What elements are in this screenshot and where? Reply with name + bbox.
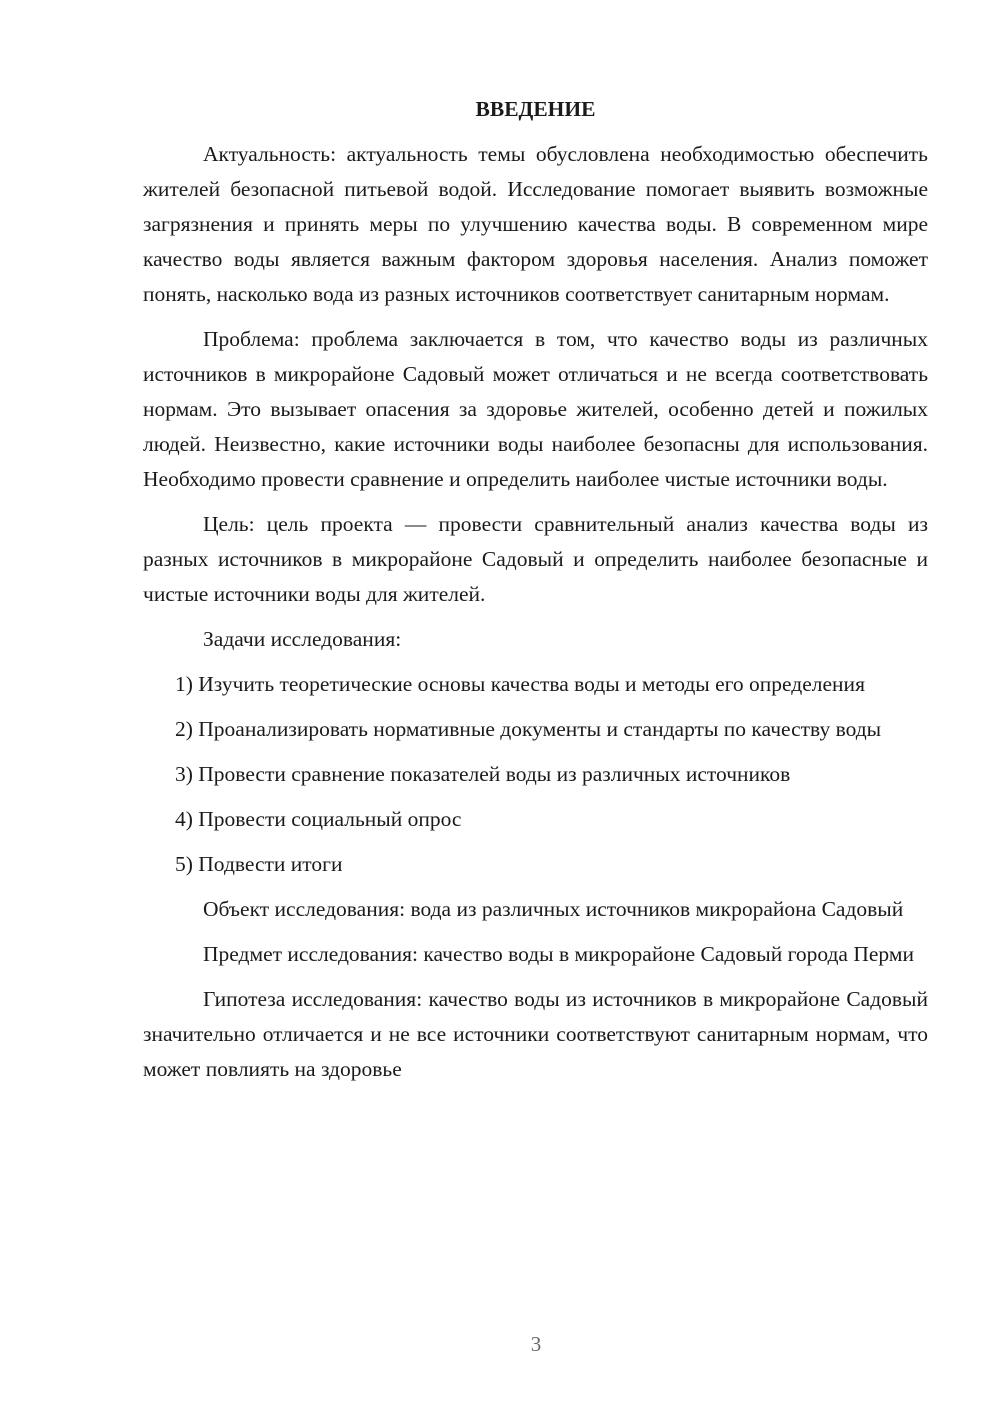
page-number: 3	[530, 1332, 542, 1356]
paragraph-subject: Предмет исследования: качество воды в микрорайоне Садовый города Перми	[203, 942, 914, 966]
paragraph-tasks-heading: Задачи исследования:	[203, 627, 402, 651]
paragraph-goal: Цель: цель проекта — провести сравнительный анализ качества воды из разных источников в микрорайоне Садовый и определить наиболее безопасные и чистые источники воды для жителей.	[143, 512, 928, 606]
paragraph-relevance: Актуальность: актуальность темы обусловлена необходимостью обеспечить жителей безопасной питьевой водой. Исследование помогает выявить возможные загрязнения и принять меры по улучшению качества воды. В современном мире качество воды является важным фактором здоровья населения. Анализ поможет понять, насколько вода из разных источников соответствует санитарным нормам.	[143, 142, 928, 306]
task-item-5: 5) Подвести итоги	[175, 852, 343, 876]
task-item-2: 2) Проанализировать нормативные документы и стандарты по качеству воды	[175, 717, 882, 741]
paragraph-hypothesis: Гипотеза исследования: качество воды из источников в микрорайоне Садовый значительно отличается и не все источники соответствуют санитарным нормам, что может повлиять на здоровье	[143, 987, 928, 1081]
paragraph-problem: Проблема: проблема заключается в том, что качество воды из различных источников в микрорайоне Садовый может отличаться и не всегда соответствовать нормам. Это вызывает опасения за здоровье жителей, особенно детей и пожилых людей. Неизвестно, какие источники воды наиболее безопасны для использования. Необходимо провести сравнение и определить наиболее чистые источники воды.	[143, 327, 928, 491]
task-item-4: 4) Провести социальный опрос	[175, 807, 462, 831]
task-item-1: 1) Изучить теоретические основы качества воды и методы его определения	[175, 672, 865, 696]
paragraph-object: Объект исследования: вода из различных источников микрорайона Садовый	[203, 897, 904, 921]
section-title: ВВЕДЕНИЕ	[475, 97, 596, 121]
document-page	[143, 92, 928, 1097]
task-item-3: 3) Провести сравнение показателей воды из различных источников	[175, 762, 791, 786]
